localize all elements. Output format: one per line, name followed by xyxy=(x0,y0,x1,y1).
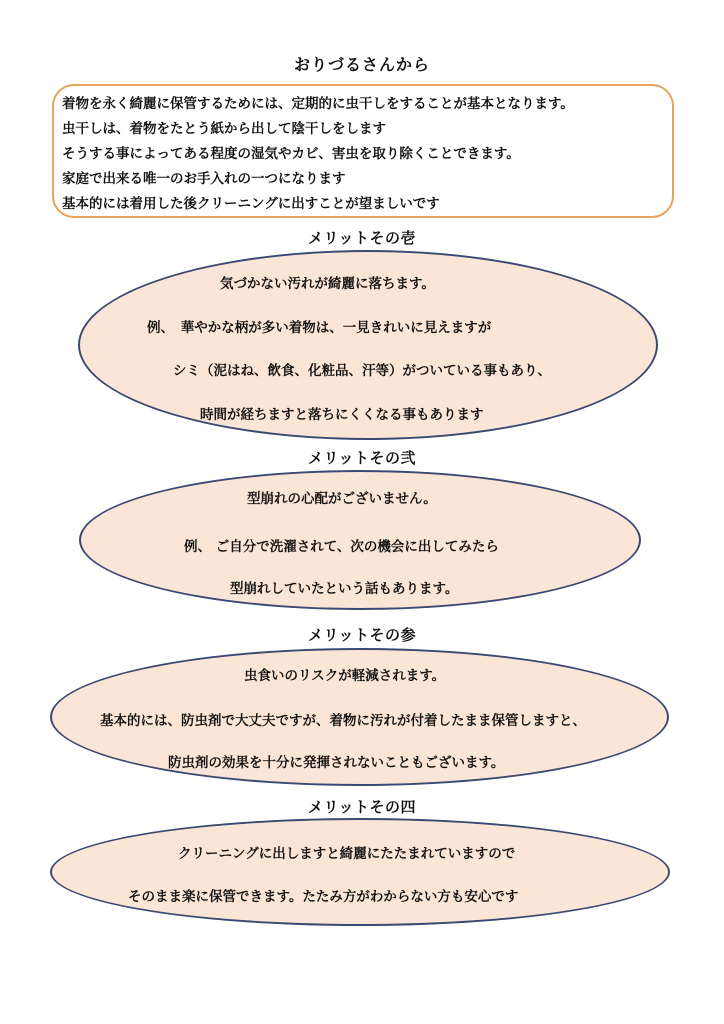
merit-3-line: 基本的には、防虫剤で大丈夫ですが、着物に汚れが付着したまま保管しますと、 xyxy=(100,713,586,729)
merit-2-line: 例、 ご自分で洗濯されて、次の機会に出してみたら xyxy=(184,539,499,555)
merit-2-line: 型崩れの心配がございません。 xyxy=(247,491,437,507)
page-title: おりづるさんから xyxy=(293,55,430,74)
merit-4-oval xyxy=(50,818,670,926)
intro-line: 着物を永く綺麗に保管するためには、定期的に虫干しをすることが基本となります。 xyxy=(62,96,574,112)
merit-2-line: 型崩れしていたという話もあります。 xyxy=(230,581,459,597)
merit-1-line: 気づかない汚れが綺麗に落ちます。 xyxy=(220,276,435,292)
merit-4-line: クリーニングに出しますと綺麗にたたまれていますので xyxy=(178,846,516,862)
intro-line: 家庭で出来る唯一のお手入れの一つになります xyxy=(62,171,346,187)
intro-box xyxy=(52,84,674,218)
merit-2-heading: メリットその弐 xyxy=(308,449,416,467)
merit-1-line: 例、 華やかな柄が多い着物は、一見きれいに見えますが xyxy=(147,320,492,336)
merit-1-line: シミ（泥はね、飲食、化粧品、汗等）がついている事もあり、 xyxy=(173,363,551,379)
merit-1-heading: メリットその壱 xyxy=(308,229,416,247)
merit-3-heading: メリットその参 xyxy=(308,626,416,644)
merit-3-line: 虫食いのリスクが軽減されます。 xyxy=(244,668,446,684)
intro-line: 虫干しは、着物をたとう紙から出して陰干しをします xyxy=(62,121,386,137)
merit-4-line: そのまま楽に保管できます。たたみ方がわからない方も安心です xyxy=(128,889,519,905)
intro-line: そうする事によってある程度の湿気やカビ、害虫を取り除くことできます。 xyxy=(62,146,520,162)
intro-line: 基本的には着用した後クリーニングに出すことが望ましいです xyxy=(62,196,440,212)
merit-1-line: 時間が経ちますと落ちにくくなる事もあります xyxy=(200,407,484,423)
merit-3-line: 防虫剤の効果を十分に発揮されないこともございます。 xyxy=(168,755,505,771)
merit-4-heading: メリットその四 xyxy=(308,798,416,816)
